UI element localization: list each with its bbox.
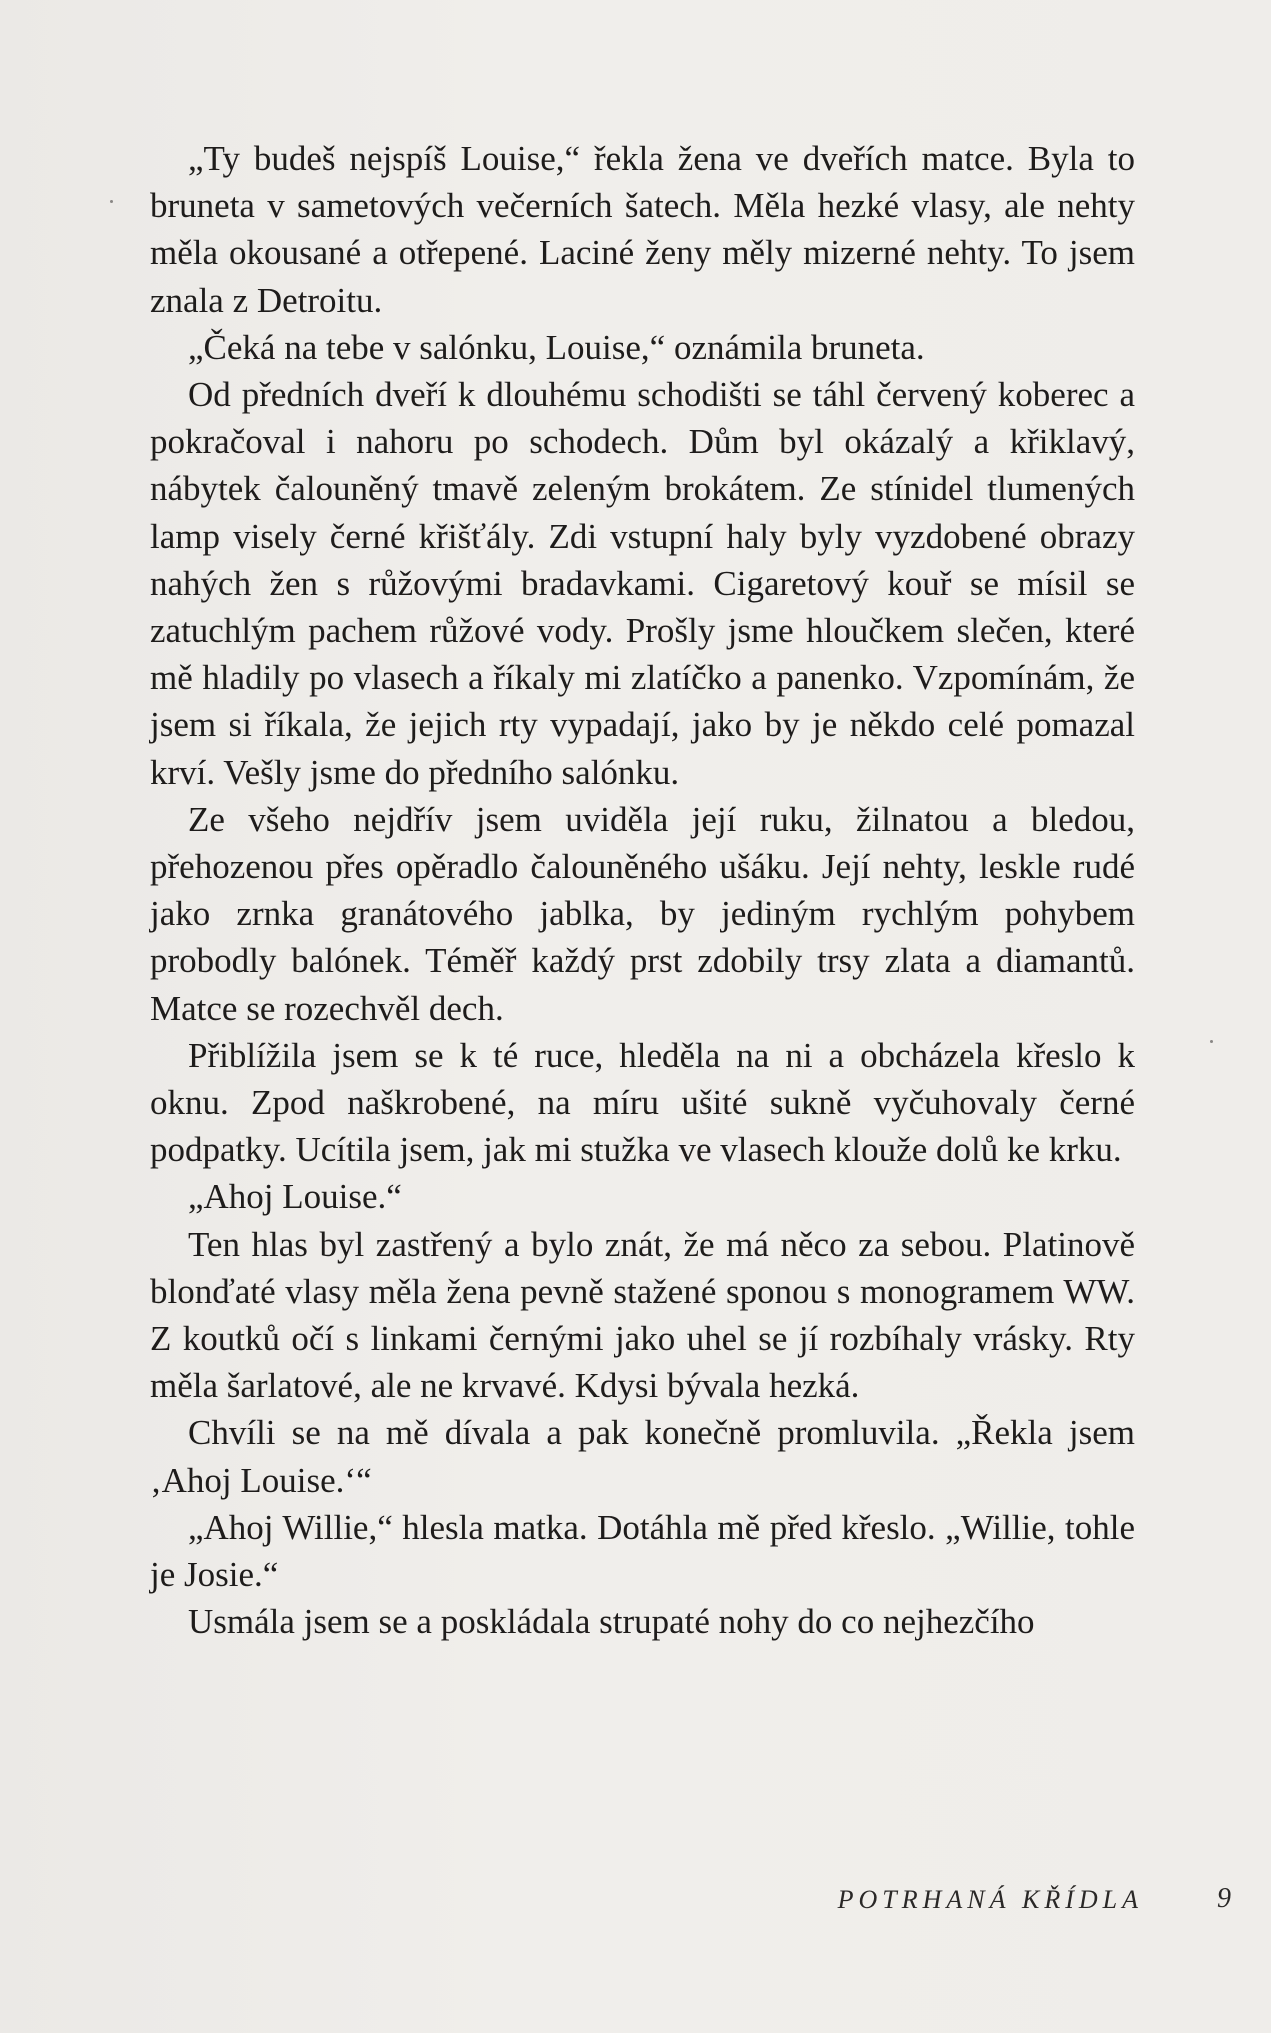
paragraph-2: „Čeká na tebe v salónku, Louise,“ oznámila bruneta. xyxy=(188,327,925,367)
paragraph-7: Ten hlas byl zastřený a bylo znát, že má něco za sebou. Platinově blonďaté vlasy měla žena pevně stažené sponou s monogramem WW. Z koutků očí s linkami černými jako uhel se jí rozbíhaly vrásky. Rty měla šarlatové, ale ne krvavé. Kdysi bývala hezká. xyxy=(150,1224,1135,1406)
paragraph-5: Přiblížila jsem se k té ruce, hleděla na ni a obcházela křeslo k oknu. Zpod naškrobené, na míru ušité sukně vyčuhovaly černé podpatky. Ucítila jsem, jak mi stužka ve vlasech klouže dolů ke krku. xyxy=(150,1035,1135,1170)
paragraph-9: „Ahoj Willie,“ hlesla matka. Dotáhla mě před křeslo. „Willie, tohle je Josie.“ xyxy=(150,1507,1135,1595)
running-title: POTRHANÁ KŘÍDLA xyxy=(837,1885,1143,1914)
paragraph-10: Usmála jsem se a poskládala strupaté nohy do co nejhezčího xyxy=(188,1602,1035,1642)
paragraph-1: „Ty budeš nejspíš Louise,“ řekla žena ve dveřích matce. Byla to bruneta v sametových večerních šatech. Měla hezké vlasy, ale nehty měla okousané a otřepené. Laciné ženy měly mizerné nehty. To jsem znala z Detroitu. xyxy=(150,139,1135,320)
paper-speck xyxy=(110,200,113,203)
paragraph-3: Od předních dveří k dlouhému schodišti se táhl červený koberec a pokračoval i nahoru po schodech. Dům byl okázalý a křiklavý, nábytek čalouněný tmavě zeleným brokátem. Ze stínidel tlumených lamp visely černé křišťály. Zdi vstupní haly byly vyzdobené obrazy nahých žen s růžovými bradavkami. Cigaretový kouř se mísil se zatuchlým pachem růžové vody. Prošly jsme hloučkem slečen, které mě hladily po vlasech a říkaly mi zlatíčko a panenko. Vzpomínám, že jsem si říkala, že jejich rty vypadají, jako by je někdo celé pomazal krví. Vešly jsme do předního salónku. xyxy=(150,375,1135,792)
paragraph-8: Chvíli se na mě dívala a pak konečně promluvila. „Řekla jsem ‚Ahoj Louise.‘“ xyxy=(150,1413,1135,1500)
page-footer xyxy=(0,1885,1271,1925)
paper-speck xyxy=(1210,1040,1213,1043)
body-text xyxy=(150,135,1135,1646)
paragraph-6: „Ahoj Louise.“ xyxy=(188,1177,402,1217)
page-number: 9 xyxy=(1217,1883,1231,1914)
paragraph-4: Ze všeho nejdřív jsem uviděla její ruku, žilnatou a bledou, přehozenou přes opěradlo čalouněného ušáku. Její nehty, leskle rudé jako zrnka granátového jablka, by jediným rychlým pohybem probodly balónek. Téměř každý prst zdobily trsy zlata a diamantů. Matce se rozechvěl dech. xyxy=(150,799,1135,1028)
